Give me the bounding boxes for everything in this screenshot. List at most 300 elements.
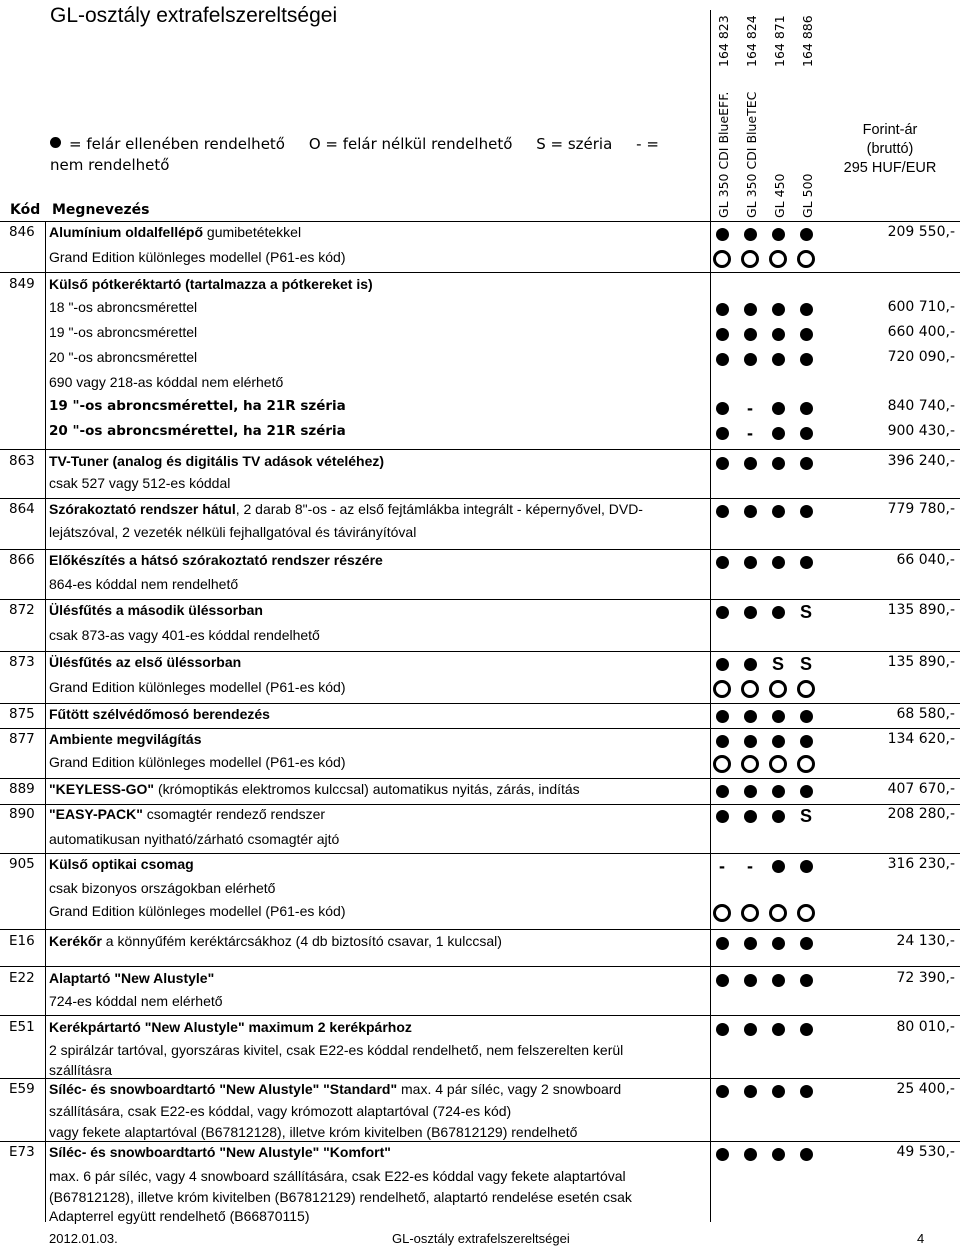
- option-name-rest: max. 4 pár síléc, vagy 2 snowboard: [397, 1081, 622, 1097]
- filled-dot-icon: [744, 228, 757, 241]
- available-for-fee-icon: [712, 731, 732, 751]
- option-code: 890: [9, 806, 35, 822]
- available-for-fee-icon: [768, 933, 788, 953]
- option-note: 690 vagy 218-as kóddal nem elérhető: [49, 374, 284, 390]
- available-for-fee-icon: [768, 1081, 788, 1101]
- available-for-fee-icon: [740, 1144, 760, 1164]
- footer-page: 4: [917, 1231, 925, 1246]
- available-for-fee-icon: [796, 781, 816, 801]
- available-for-fee-icon: [712, 501, 732, 521]
- option-code: 849: [9, 276, 35, 292]
- filled-dot-icon: [772, 606, 785, 619]
- standard-mark: [796, 602, 816, 622]
- option-name-bold: "EASY-PACK": [49, 806, 143, 822]
- standard-mark: [796, 806, 816, 826]
- filled-dot-icon: [716, 228, 729, 241]
- filled-dot-icon: [800, 228, 813, 241]
- option-name-bold: Síléc- és snowboardtartó "New Alustyle" "Standard": [49, 1081, 398, 1097]
- option-name: [49, 856, 194, 872]
- model-name-1: GL 350 CDI BlueEFF.: [716, 91, 731, 218]
- available-for-fee-icon: [740, 1081, 760, 1101]
- available-for-fee-icon: [712, 453, 732, 473]
- option-code: E22: [9, 970, 35, 986]
- availability-mark-text: -: [719, 856, 725, 876]
- option-note: automatikusan nyitható/zárható csomagtér ajtó: [49, 831, 340, 847]
- option-note: 724-es kóddal nem elérhető: [49, 993, 223, 1009]
- filled-dot-icon: [716, 457, 729, 470]
- filled-dot-icon: [772, 860, 785, 873]
- row-separator: [0, 804, 960, 805]
- free-option-icon: [740, 903, 760, 923]
- filled-dot-icon: [716, 735, 729, 748]
- option-name-rest: csomagtér rendező rendszer: [142, 806, 326, 822]
- filled-dot-icon: [800, 937, 813, 950]
- model-code-1: 164 823: [716, 15, 731, 67]
- available-for-fee-icon: [796, 933, 816, 953]
- ring-icon: [713, 250, 731, 268]
- filled-dot-icon: [716, 402, 729, 415]
- option-code: 877: [9, 731, 35, 747]
- available-for-fee-icon: [712, 1019, 732, 1039]
- option-note: Grand Edition különleges modellel (P61-es kód): [49, 754, 346, 770]
- left-column-divider: [45, 222, 46, 1222]
- option-name-bold: Alaptartó "New Alustyle": [49, 970, 215, 986]
- available-for-fee-icon: [796, 453, 816, 473]
- filled-dot-icon: [800, 974, 813, 987]
- option-name-rest: (krómoptikás elektromos kulccsal) automatikus nyitás, zárás, indítás: [154, 781, 580, 797]
- free-option-icon: [768, 754, 788, 774]
- option-name-bold: "KEYLESS-GO": [49, 781, 155, 797]
- free-option-icon: [796, 754, 816, 774]
- available-for-fee-icon: [768, 224, 788, 244]
- free-option-icon: [740, 679, 760, 699]
- option-note: szállítására, csak E22-es kóddal, vagy krómozott alaptartóval (724-es kód): [49, 1103, 512, 1119]
- filled-dot-icon: [800, 457, 813, 470]
- option-code: E59: [9, 1081, 35, 1097]
- option-note: Grand Edition különleges modellel (P61-es kód): [49, 249, 346, 265]
- option-price: 72 390,-: [896, 970, 955, 986]
- free-option-icon: [768, 249, 788, 269]
- option-code: 873: [9, 654, 35, 670]
- available-for-fee-icon: [740, 933, 760, 953]
- option-price: 396 240,-: [887, 453, 955, 469]
- filled-dot-icon: [716, 353, 729, 366]
- filled-dot-icon: [716, 606, 729, 619]
- filled-dot-icon: [744, 556, 757, 569]
- filled-dot-icon: [772, 505, 785, 518]
- availability-mark-text: S: [771, 654, 784, 674]
- available-for-fee-icon: [768, 781, 788, 801]
- option-note: 864-es kóddal nem rendelhető: [49, 576, 239, 592]
- option-price: 600 710,-: [887, 299, 955, 315]
- filled-dot-icon: [744, 457, 757, 470]
- available-for-fee-icon: [712, 423, 732, 443]
- option-code: 864: [9, 501, 35, 517]
- filled-dot-icon: [800, 556, 813, 569]
- filled-dot-icon: [744, 1085, 757, 1098]
- row-separator: [0, 703, 960, 704]
- filled-dot-icon: [772, 303, 785, 316]
- available-for-fee-icon: [768, 423, 788, 443]
- available-for-fee-icon: [796, 856, 816, 876]
- option-code: E73: [9, 1144, 35, 1160]
- available-for-fee-icon: [740, 806, 760, 826]
- ring-icon: [741, 250, 759, 268]
- available-for-fee-icon: [768, 970, 788, 990]
- available-for-fee-icon: [768, 602, 788, 622]
- available-for-fee-icon: [740, 224, 760, 244]
- availability-mark-text: -: [747, 423, 753, 443]
- filled-dot-icon: [800, 1148, 813, 1161]
- option-code: 875: [9, 706, 35, 722]
- filled-dot-icon: [772, 427, 785, 440]
- filled-dot-icon: [800, 303, 813, 316]
- filled-dot-icon: [716, 427, 729, 440]
- option-name-rest: gumibetétekkel: [203, 224, 302, 240]
- option-name-rest: a könnyűfém keréktárcsákhoz (4 db biztosító csavar, 1 kulccsal): [101, 933, 502, 949]
- option-price: 900 430,-: [887, 423, 955, 439]
- available-for-fee-icon: [796, 1081, 816, 1101]
- filled-dot-icon: [744, 303, 757, 316]
- available-for-fee-icon: [740, 706, 760, 726]
- row-separator: [0, 1141, 960, 1142]
- header-name: Megnevezés: [52, 202, 150, 218]
- filled-dot-icon: [800, 860, 813, 873]
- right-table-border: [710, 10, 711, 1222]
- model-name-4: GL 500: [800, 173, 815, 218]
- filled-dot-icon: [716, 303, 729, 316]
- option-price: 208 280,-: [887, 806, 955, 822]
- option-name: [49, 970, 214, 986]
- option-price: 25 400,-: [896, 1081, 955, 1097]
- row-separator: [0, 1078, 960, 1079]
- filled-dot-icon: [800, 1085, 813, 1098]
- option-note: Grand Edition különleges modellel (P61-es kód): [49, 903, 346, 919]
- row-separator: [0, 549, 960, 550]
- option-price: 68 580,-: [896, 706, 955, 722]
- available-for-fee-icon: [796, 970, 816, 990]
- ring-icon: [797, 250, 815, 268]
- option-name: [49, 806, 325, 822]
- option-price: 80 010,-: [896, 1019, 955, 1035]
- available-for-fee-icon: [712, 654, 732, 674]
- available-for-fee-icon: [768, 706, 788, 726]
- model-code-2: 164 824: [744, 15, 759, 67]
- ring-icon: [713, 904, 731, 922]
- ring-icon: [797, 904, 815, 922]
- option-code: 905: [9, 856, 35, 872]
- available-for-fee-icon: [712, 299, 732, 319]
- footer-title: GL-osztály extrafelszereltségei: [392, 1231, 570, 1246]
- option-name-bold: TV-Tuner (analog és digitális TV adások vételéhez): [49, 453, 385, 469]
- price-header-line3: 295 HUF/EUR: [843, 160, 937, 176]
- option-name: [49, 453, 384, 469]
- price-header: [826, 121, 954, 178]
- available-for-fee-icon: [740, 602, 760, 622]
- row-separator: [0, 966, 960, 967]
- available-for-fee-icon: [712, 1144, 732, 1164]
- available-for-fee-icon: [740, 970, 760, 990]
- row-separator: [0, 221, 960, 222]
- filled-dot-icon: [772, 457, 785, 470]
- filled-dot-icon: [772, 785, 785, 798]
- available-for-fee-icon: [740, 453, 760, 473]
- filled-dot-icon: [716, 1085, 729, 1098]
- filled-dot-icon: [772, 974, 785, 987]
- filled-dot-icon: [744, 658, 757, 671]
- available-for-fee-icon: [740, 299, 760, 319]
- available-for-fee-icon: [768, 1019, 788, 1039]
- free-option-icon: [712, 754, 732, 774]
- row-separator: [0, 929, 960, 930]
- option-name: [49, 1081, 621, 1097]
- available-for-fee-icon: [796, 552, 816, 572]
- available-for-fee-icon: [768, 501, 788, 521]
- option-price: 840 740,-: [887, 398, 955, 414]
- filled-dot-icon: [800, 328, 813, 341]
- not-available-mark: [740, 398, 760, 418]
- available-for-fee-icon: [768, 299, 788, 319]
- row-separator: [0, 272, 960, 273]
- option-price: 24 130,-: [896, 933, 955, 949]
- ring-icon: [769, 250, 787, 268]
- option-name: [49, 654, 241, 670]
- option-name-bold: Szórakoztató rendszer hátul: [49, 501, 236, 517]
- option-price: 209 550,-: [887, 224, 955, 240]
- option-name-bold: Kerékőr: [49, 933, 102, 949]
- available-for-fee-icon: [796, 324, 816, 344]
- option-note: 20 "-os abroncsmérettel: [49, 349, 198, 365]
- filled-dot-icon: [716, 328, 729, 341]
- filled-dot-icon: [716, 785, 729, 798]
- free-option-icon: [740, 754, 760, 774]
- standard-mark: [796, 654, 816, 674]
- available-for-fee-icon: [796, 398, 816, 418]
- available-for-fee-icon: [712, 806, 732, 826]
- ring-icon: [713, 755, 731, 773]
- option-name-bold: Ambiente megvilágítás: [49, 731, 202, 747]
- available-for-fee-icon: [712, 1081, 732, 1101]
- option-name: [49, 501, 643, 517]
- option-name-bold: Síléc- és snowboardtartó "New Alustyle" "Komfort": [49, 1144, 391, 1160]
- option-note: szállításra: [49, 1062, 113, 1078]
- ring-icon: [769, 755, 787, 773]
- option-code: 863: [9, 453, 35, 469]
- option-code: 889: [9, 781, 35, 797]
- filled-dot-icon: [772, 710, 785, 723]
- filled-dot-icon: [716, 1148, 729, 1161]
- legend-text: = felár ellenében rendelhető O = felár nélkül rendelhető S = széria - = nem rendelhető: [50, 135, 664, 174]
- row-separator: [0, 449, 960, 450]
- ring-icon: [713, 680, 731, 698]
- ring-icon: [769, 680, 787, 698]
- free-option-icon: [740, 249, 760, 269]
- free-option-icon: [768, 679, 788, 699]
- filled-dot-icon: [772, 735, 785, 748]
- filled-dot-icon: [744, 974, 757, 987]
- option-name-bold: Alumínium oldalfellépő: [49, 224, 204, 240]
- option-note: csak 527 vagy 512-es kóddal: [49, 475, 231, 491]
- option-price: 134 620,-: [887, 731, 955, 747]
- filled-dot-icon: [800, 785, 813, 798]
- option-variant: 19 "-os abroncsmérettel, ha 21R széria: [49, 398, 346, 414]
- option-name: [49, 731, 202, 747]
- available-for-fee-icon: [768, 453, 788, 473]
- model-name-3: GL 450: [772, 173, 787, 218]
- filled-dot-icon: [772, 810, 785, 823]
- option-name-bold: Ülésfűtés az első üléssorban: [49, 654, 242, 670]
- row-separator: [0, 853, 960, 854]
- available-for-fee-icon: [768, 552, 788, 572]
- filled-dot-icon: [744, 810, 757, 823]
- legend: [50, 134, 690, 176]
- option-name: [49, 602, 263, 618]
- option-name: [49, 276, 373, 292]
- option-note: 2 spirálzár tartóval, gyorszáras kivitel, csak E22-es kóddal rendelhető, nem felszerelten kerül: [49, 1042, 624, 1058]
- available-for-fee-icon: [740, 654, 760, 674]
- ring-icon: [797, 680, 815, 698]
- filled-dot-icon: [800, 353, 813, 366]
- option-price: 779 780,-: [887, 501, 955, 517]
- option-price: 316 230,-: [887, 856, 955, 872]
- row-separator: [0, 651, 960, 652]
- free-option-icon: [712, 249, 732, 269]
- available-for-fee-icon: [740, 731, 760, 751]
- filled-dot-icon: [716, 937, 729, 950]
- filled-dot-icon: [800, 402, 813, 415]
- filled-dot-icon: [744, 353, 757, 366]
- available-for-fee-icon: [712, 398, 732, 418]
- option-code: 866: [9, 552, 35, 568]
- availability-mark-text: S: [799, 602, 812, 622]
- available-for-fee-icon: [796, 706, 816, 726]
- option-name-bold: Kerékpártartó "New Alustyle" maximum 2 kerékpárhoz: [49, 1019, 412, 1035]
- option-price: 720 090,-: [887, 349, 955, 365]
- filled-dot-icon: [744, 505, 757, 518]
- filled-dot-icon: [716, 505, 729, 518]
- filled-dot-icon: [716, 658, 729, 671]
- free-option-icon: [796, 249, 816, 269]
- ring-icon: [741, 680, 759, 698]
- filled-dot-icon: [772, 402, 785, 415]
- ring-icon: [769, 904, 787, 922]
- filled-dot-icon: [772, 1023, 785, 1036]
- filled-dot-icon: [744, 735, 757, 748]
- available-for-fee-icon: [796, 1144, 816, 1164]
- option-name: [49, 224, 301, 240]
- filled-dot-icon: [716, 710, 729, 723]
- available-for-fee-icon: [712, 324, 732, 344]
- filled-dot-icon: [744, 606, 757, 619]
- filled-dot-icon: [716, 556, 729, 569]
- price-header-line2: (bruttó): [866, 141, 914, 157]
- option-note: (B67812128), illetve króm kivitelben (B67812129) rendelhető, alaptartó rendelése esetén csak: [49, 1189, 632, 1205]
- option-note: csak 873-as vagy 401-es kóddal rendelhető: [49, 627, 320, 643]
- option-price: 407 670,-: [887, 781, 955, 797]
- option-name-rest: , 2 darab 8"-os - az első fejtámlákba integrált - képernyővel, DVD-: [235, 501, 643, 517]
- available-for-fee-icon: [796, 1019, 816, 1039]
- option-note: max. 6 pár síléc, vagy 4 snowboard szállítására, csak E22-es kóddal vagy fekete alaptartóval: [49, 1168, 626, 1184]
- ring-icon: [797, 755, 815, 773]
- free-option-icon: [796, 903, 816, 923]
- option-name-bold: Külső optikai csomag: [49, 856, 194, 872]
- option-note: 19 "-os abroncsmérettel: [49, 324, 198, 340]
- available-for-fee-icon: [768, 856, 788, 876]
- available-for-fee-icon: [740, 1019, 760, 1039]
- available-for-fee-icon: [796, 501, 816, 521]
- option-name: [49, 1019, 412, 1035]
- option-name: [49, 1144, 391, 1160]
- option-code: 846: [9, 224, 35, 240]
- free-option-icon: [768, 903, 788, 923]
- available-for-fee-icon: [768, 1144, 788, 1164]
- row-separator: [0, 1015, 960, 1016]
- availability-mark-text: S: [799, 806, 812, 826]
- available-for-fee-icon: [712, 706, 732, 726]
- option-price: 49 530,-: [896, 1144, 955, 1160]
- model-code-3: 164 871: [772, 15, 787, 67]
- filled-dot-icon: [772, 937, 785, 950]
- available-for-fee-icon: [768, 398, 788, 418]
- not-available-mark: [740, 423, 760, 443]
- filled-dot-icon: [772, 1085, 785, 1098]
- available-for-fee-icon: [740, 501, 760, 521]
- row-separator: [0, 728, 960, 729]
- available-for-fee-icon: [712, 224, 732, 244]
- option-name-bold: Külső pótkeréktartó (tartalmazza a pótkereket is): [49, 276, 373, 292]
- filled-dot-icon: [716, 1023, 729, 1036]
- option-name-bold: Ülésfűtés a második üléssorban: [49, 602, 263, 618]
- option-name-bold: Előkészítés a hátsó szórakoztató rendszer részére: [49, 552, 383, 568]
- available-for-fee-icon: [796, 423, 816, 443]
- filled-dot-icon: [744, 1148, 757, 1161]
- ring-icon: [741, 904, 759, 922]
- available-for-fee-icon: [796, 224, 816, 244]
- model-name-2: GL 350 CDI BlueTEC: [744, 91, 759, 218]
- option-price: 660 400,-: [887, 324, 955, 340]
- option-code: 872: [9, 602, 35, 618]
- model-code-4: 164 886: [800, 15, 815, 67]
- option-name: [49, 706, 270, 722]
- option-name: [49, 552, 383, 568]
- ring-icon: [741, 755, 759, 773]
- option-name: [49, 933, 502, 949]
- option-price: 135 890,-: [887, 602, 955, 618]
- available-for-fee-icon: [712, 933, 732, 953]
- filled-dot-icon: [772, 1148, 785, 1161]
- available-for-fee-icon: [740, 781, 760, 801]
- footer-date: 2012.01.03.: [49, 1231, 118, 1246]
- filled-dot-icon: [772, 328, 785, 341]
- filled-dot-icon: [800, 735, 813, 748]
- filled-dot-icon: [772, 353, 785, 366]
- row-separator: [0, 778, 960, 779]
- filled-dot-icon: [716, 810, 729, 823]
- price-header-line1: Forint-ár: [862, 122, 918, 138]
- filled-dot-icon: [50, 137, 61, 148]
- option-variant: 20 "-os abroncsmérettel, ha 21R széria: [49, 423, 346, 439]
- option-price: 135 890,-: [887, 654, 955, 670]
- available-for-fee-icon: [712, 349, 732, 369]
- filled-dot-icon: [772, 228, 785, 241]
- filled-dot-icon: [800, 710, 813, 723]
- available-for-fee-icon: [712, 602, 732, 622]
- available-for-fee-icon: [712, 552, 732, 572]
- filled-dot-icon: [800, 1023, 813, 1036]
- filled-dot-icon: [772, 556, 785, 569]
- page-title: GL-osztály extrafelszereltségei: [50, 4, 338, 27]
- filled-dot-icon: [800, 505, 813, 518]
